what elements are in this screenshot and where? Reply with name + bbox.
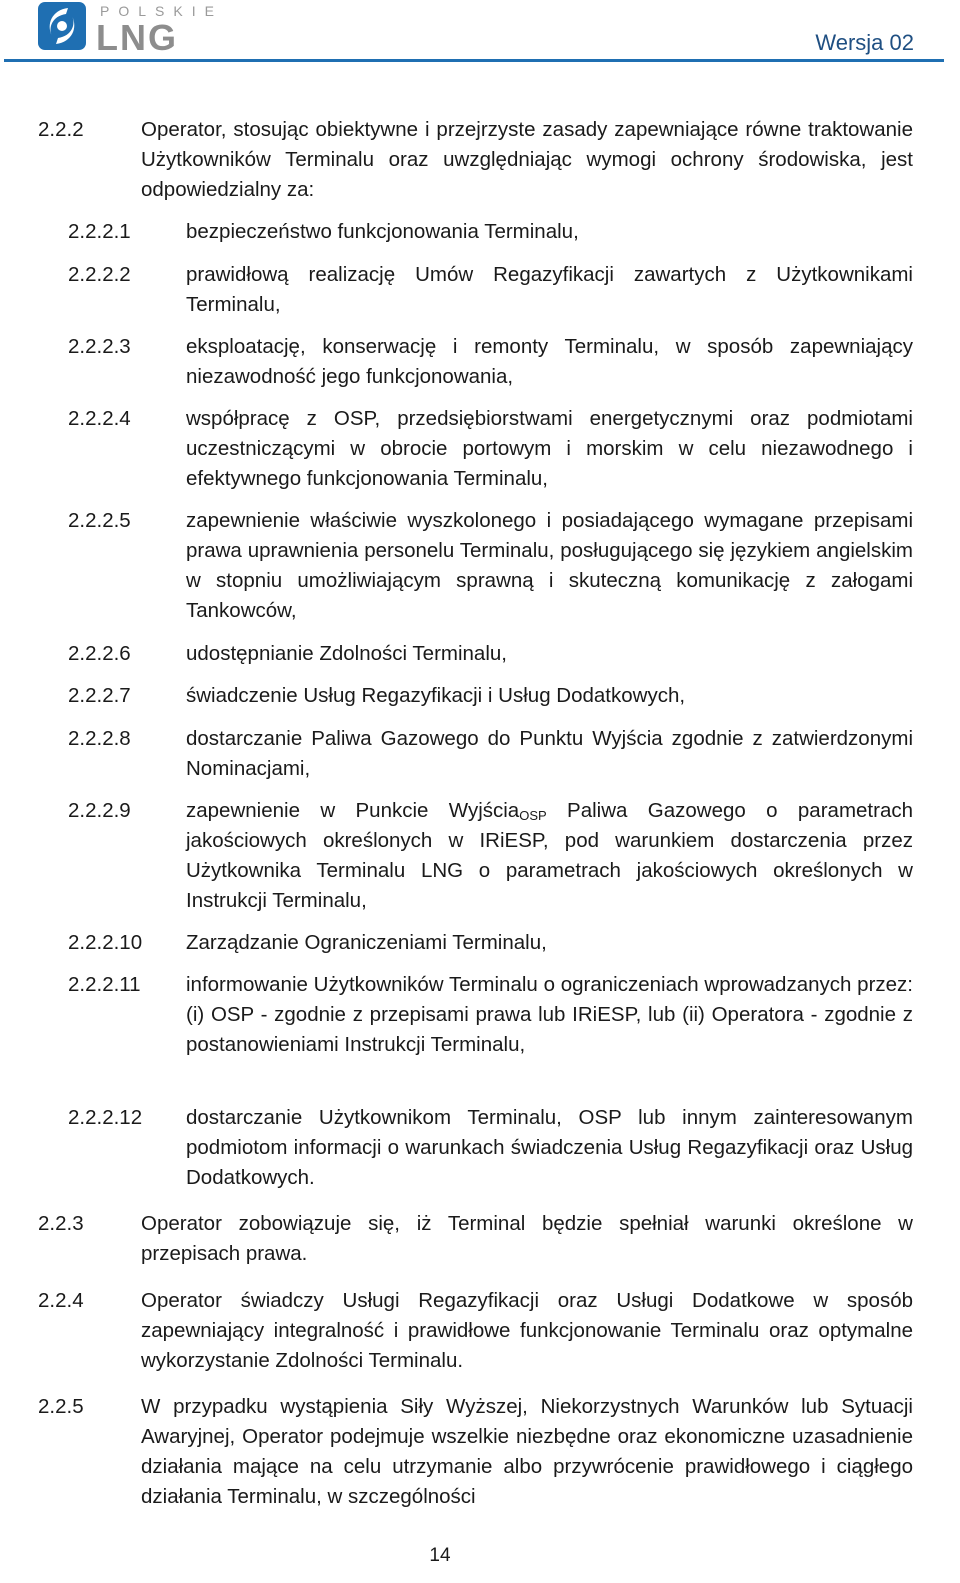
item-number: 2.2.2.5 <box>68 509 131 532</box>
item-text: świadczenie Usług Regazyfikacji i Usług Dodatkowych, <box>186 684 686 707</box>
item-number: 2.2.2.4 <box>68 407 131 430</box>
item-number: 2.2.2.1 <box>68 220 131 243</box>
item-text: eksploatację, konserwację i remonty Terminalu, w sposób zapewniający niezawodność jego funkcjonowania, <box>186 335 913 388</box>
item-text: informowanie Użytkowników Terminalu o ograniczeniach wprowadzanych przez: (i) OSP - zgodnie z przepisami prawa lub IRiESP, lub (ii) Operatora - zgodnie z postanowieniami Instrukcji Terminalu, <box>186 973 913 1056</box>
item-text: Zarządzanie Ograniczeniami Terminalu, <box>186 931 547 954</box>
item-number: 2.2.5 <box>38 1395 84 1418</box>
svg-text:LNG: LNG <box>96 17 178 54</box>
document-version: Wersja 02 <box>815 30 914 55</box>
item-text: zapewnienie właściwie wyszkolonego i posiadającego wymagane przepisami prawa uprawnienia personelu Terminalu, posługującego się językiem angielskim w stopniu umożliwiającym sprawną i skuteczną komunikację z załogami Tankowców, <box>186 509 913 622</box>
header-divider <box>4 59 944 62</box>
polskie-lng-logo <box>38 2 238 54</box>
item-text: dostarczanie Użytkownikom Terminalu, OSP lub innym zainteresowanym podmiotom informacji o warunkach świadczenia Usług Regazyfikacji oraz Usług Dodatkowych. <box>186 1106 913 1189</box>
item-number: 2.2.2.8 <box>68 727 131 750</box>
item-text: zapewnienie w Punkcie Wyjścia$_{OSP}$ Paliwa Gazowego o parametrach jakościowych określonych w IRiESP, pod warunkiem dostarczenia przez Użytkownika Terminalu LNG o parametrach jakościowych określonych w Instrukcji Terminalu, <box>186 799 913 912</box>
item-text: współpracę z OSP, przedsiębiorstwami energetycznymi oraz podmiotami uczestniczącymi w obrocie portowym i morskim w celu niezawodnego i efektywnego funkcjonowania Terminalu, <box>186 407 913 490</box>
item-number: 2.2.2.9 <box>68 799 131 822</box>
svg-text:POLSKIE: POLSKIE <box>100 3 223 19</box>
item-text: Operator, stosując obiektywne i przejrzyste zasady zapewniające równe traktowanie Użytkowników Terminalu oraz uwzględniając wymogi ochrony środowiska, jest odpowiedzialny za: <box>141 118 913 201</box>
item-number: 2.2.2.11 <box>68 973 141 996</box>
item-number: 2.2.2.3 <box>68 335 131 358</box>
item-text: udostępnianie Zdolności Terminalu, <box>186 642 507 665</box>
item-number: 2.2.4 <box>38 1289 84 1312</box>
item-text: bezpieczeństwo funkcjonowania Terminalu, <box>186 220 579 243</box>
page-header <box>0 0 960 66</box>
osp-subscript: OSP <box>519 808 547 823</box>
item-number: 2.2.2 <box>38 118 84 141</box>
item-text: W przypadku wystąpienia Siły Wyższej, Niekorzystnych Warunków lub Sytuacji Awaryjnej, Operator podejmuje wszelkie niezbędne oraz ekonomiczne uzasadnienie działania mające na celu utrzymanie albo przywrócenie prawidłowego i ciągłego działania Terminalu, w szczególności <box>141 1395 913 1508</box>
page-number: 14 <box>429 1545 451 1566</box>
item-number: 2.2.2.2 <box>68 263 131 286</box>
item-number: 2.2.2.12 <box>68 1106 143 1129</box>
item-number: 2.2.2.6 <box>68 642 131 665</box>
item-text: Operator świadczy Usługi Regazyfikacji oraz Usługi Dodatkowe w sposób zapewniający integralność i prawidłowe funkcjonowanie Terminalu oraz optymalne wykorzystanie Zdolności Terminalu. <box>141 1289 913 1372</box>
item-text: prawidłową realizację Umów Regazyfikacji zawartych z Użytkownikami Terminalu, <box>186 263 913 316</box>
item-text: Operator zobowiązuje się, iż Terminal będzie spełniał warunki określone w przepisach prawa. <box>141 1212 913 1265</box>
item-text: dostarczanie Paliwa Gazowego do Punktu Wyjścia zgodnie z zatwierdzonymi Nominacjami, <box>186 727 913 780</box>
item-number: 2.2.2.10 <box>68 931 143 954</box>
item-number: 2.2.2.7 <box>68 684 131 707</box>
item-number: 2.2.3 <box>38 1212 84 1235</box>
